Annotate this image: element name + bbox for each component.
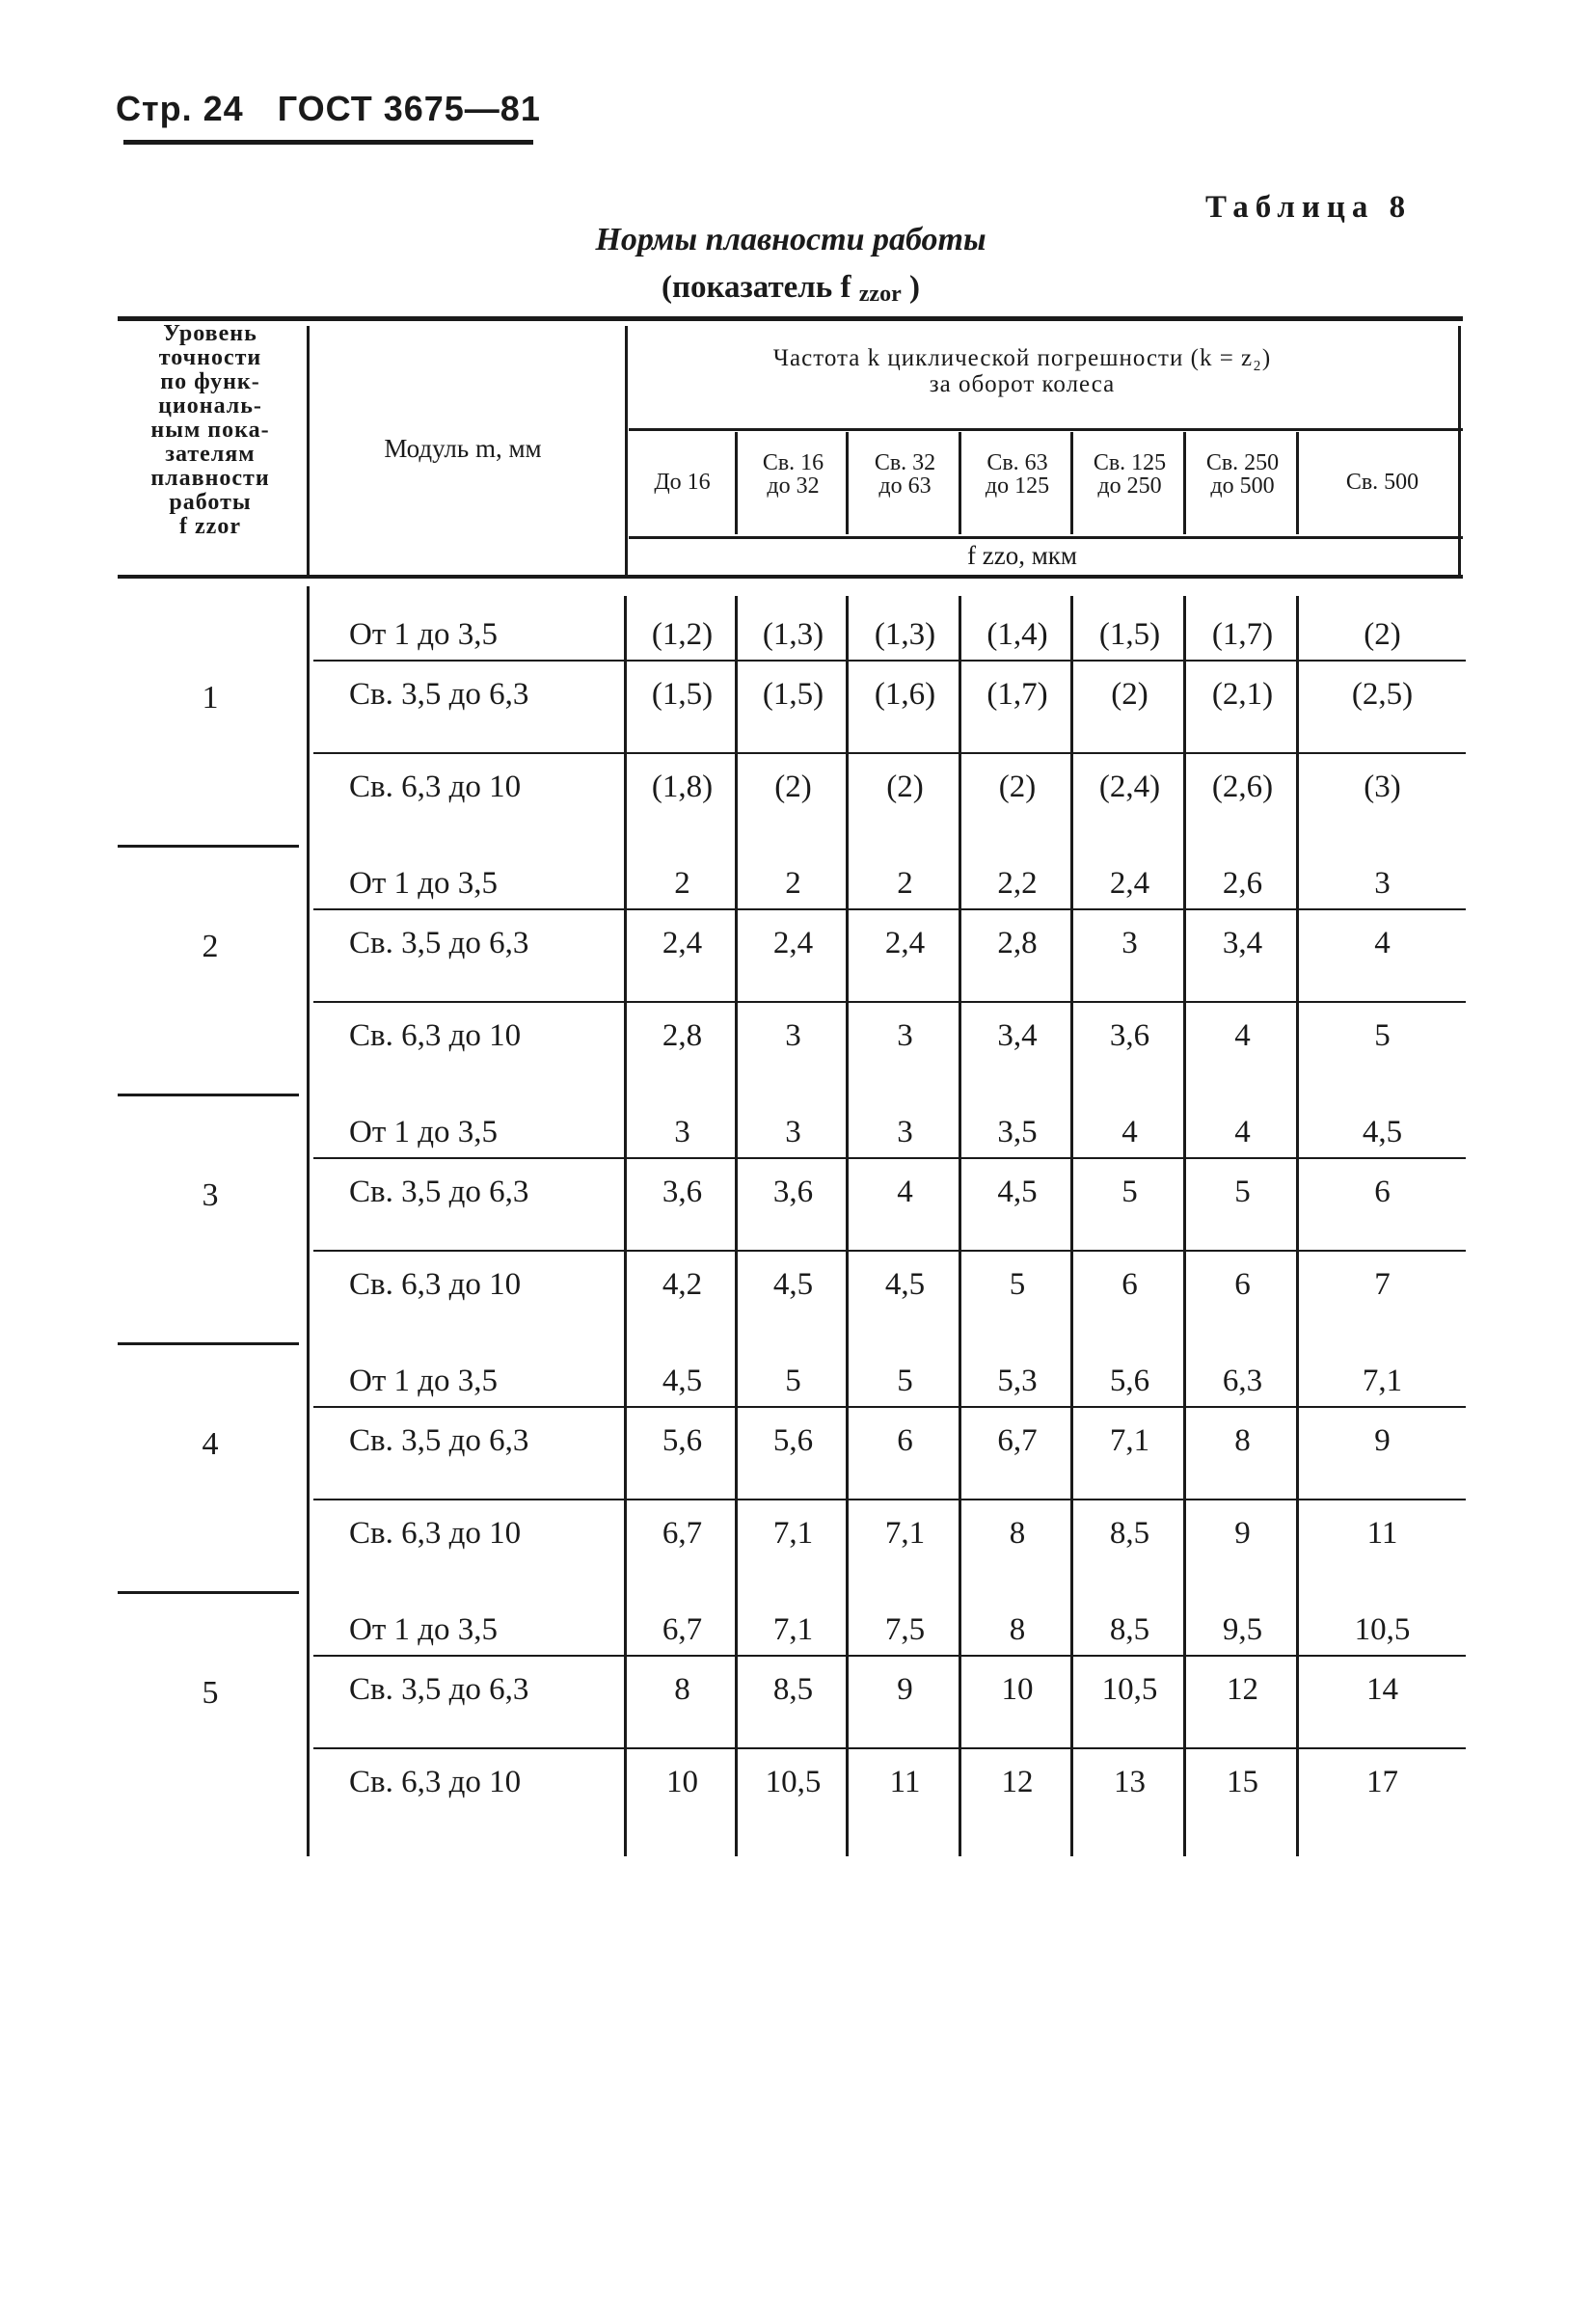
table-cell: 2 [785, 866, 801, 901]
table-cell: 8 [1009, 1516, 1026, 1551]
table-cell: 4,2 [662, 1267, 703, 1302]
accuracy-level: 4 [202, 1426, 219, 1462]
table-cell: 7,1 [1109, 1423, 1150, 1458]
table-cell: 10 [666, 1765, 698, 1799]
table-cell: (2) [886, 770, 924, 804]
table-cell: 14 [1366, 1672, 1398, 1707]
module-column-rule [307, 326, 310, 575]
row-rule [313, 1157, 1466, 1159]
table-cell: 2,8 [662, 1018, 703, 1053]
header-rule [123, 140, 533, 145]
table-cell: 2,4 [662, 926, 703, 960]
module-range: Св. 6,3 до 10 [349, 1765, 522, 1799]
subtitle-prefix: (показатель f [662, 270, 859, 305]
table-cell: (3) [1364, 770, 1401, 804]
table-cell: 3,5 [997, 1115, 1038, 1149]
module-range: Св. 3,5 до 6,3 [349, 1672, 529, 1707]
row-rule [313, 660, 1466, 662]
level-header-line: работы [169, 490, 252, 515]
module-range: Св. 6,3 до 10 [349, 1516, 522, 1551]
table-cell: 17 [1366, 1765, 1398, 1799]
table-cell: (1,7) [1211, 617, 1274, 652]
frequency-column-label [961, 451, 1073, 498]
table-cell: (2,5) [1351, 677, 1414, 712]
frequency-header-line: Частота k циклической погрешности (k = z₂) [772, 345, 1272, 371]
table-cell: 8,5 [1109, 1516, 1150, 1551]
table-subtitle [540, 270, 1041, 308]
row-rule [313, 1250, 1466, 1252]
table-cell: 3,4 [997, 1018, 1038, 1053]
table-cell: 6,7 [662, 1612, 703, 1647]
table-cell: (1,7) [986, 677, 1048, 712]
module-range: От 1 до 3,5 [349, 1364, 499, 1398]
row-rule [313, 1406, 1466, 1408]
table-cell: 9,5 [1222, 1612, 1263, 1647]
table-cell: 7,1 [1362, 1364, 1403, 1398]
frequency-column-label-line: Св. 16 [762, 450, 824, 475]
table-cell: (2) [1364, 617, 1401, 652]
table-cell: 8,5 [1109, 1612, 1150, 1647]
frequency-column-label-line: до 250 [1097, 473, 1162, 499]
unit-header: f zzo, мкм [967, 541, 1077, 570]
table-cell: 3 [674, 1115, 690, 1149]
table-cell: (1,5) [1098, 617, 1161, 652]
module-range: Св. 6,3 до 10 [349, 770, 522, 804]
table-cell: (1,6) [874, 677, 936, 712]
frequency-column-label-line: Св. 500 [1345, 470, 1419, 495]
table-cell: 2,8 [997, 926, 1038, 960]
table-cell: 8 [1234, 1423, 1251, 1458]
level-column-header [120, 322, 301, 539]
table-cell: 10,5 [1354, 1612, 1411, 1647]
table-cell: 7,5 [884, 1612, 926, 1647]
table-cell: 11 [889, 1765, 921, 1799]
table-cell: 2,4 [772, 926, 814, 960]
table-cell: 4 [1121, 1115, 1138, 1149]
body-module-rule [307, 586, 310, 1856]
table-cell: 9 [897, 1672, 913, 1707]
level-header-line: точности [158, 345, 262, 370]
accuracy-level: 3 [202, 1177, 219, 1213]
table-cell: 3 [1121, 926, 1138, 960]
table-cell: 9 [1234, 1516, 1251, 1551]
table-cell: (2,1) [1211, 677, 1274, 712]
table-cell: 15 [1227, 1765, 1258, 1799]
level-separator [118, 1094, 299, 1096]
table-cell: 2,4 [1109, 866, 1150, 901]
subtitle-subscript: zzor [858, 282, 902, 307]
table-cell: 4,5 [997, 1175, 1038, 1209]
level-header-line: Уровень [163, 321, 257, 346]
table-title: Нормы плавности работы [595, 222, 986, 257]
frequency-column-label [1299, 471, 1466, 494]
standard-code: ГОСТ 3675—81 [277, 89, 541, 128]
level-separator [118, 845, 299, 848]
table-cell: (2,6) [1211, 770, 1274, 804]
frequency-column-label-line: Св. 125 [1093, 450, 1167, 475]
level-separator [118, 1591, 299, 1594]
table-cell: 6,3 [1222, 1364, 1263, 1398]
table-cell: 5 [1234, 1175, 1251, 1209]
frequency-header-rule [629, 428, 1463, 431]
module-range: Св. 3,5 до 6,3 [349, 926, 529, 960]
module-range: От 1 до 3,5 [349, 1115, 499, 1149]
frequency-column-label-line: до 500 [1210, 473, 1275, 499]
table-cell: 3,6 [662, 1175, 703, 1209]
frequency-column-label [627, 471, 738, 494]
frequency-column-label-line: Св. 250 [1205, 450, 1280, 475]
header-bottom-rule [118, 575, 1463, 579]
table-cell: 4 [1374, 926, 1391, 960]
table-cell: (2,4) [1098, 770, 1161, 804]
table-label: Таблица 8 [1205, 190, 1413, 225]
table-cell: 5 [1374, 1018, 1391, 1053]
table-cell: 5 [785, 1364, 801, 1398]
accuracy-level: 5 [202, 1675, 219, 1711]
table-cell: 8 [1009, 1612, 1026, 1647]
table-cell: 5 [1121, 1175, 1138, 1209]
table-cell: 10,5 [765, 1765, 822, 1799]
table-cell: 4,5 [884, 1267, 926, 1302]
level-separator [118, 1342, 299, 1345]
module-range: Св. 3,5 до 6,3 [349, 677, 529, 712]
table-cell: 3,6 [772, 1175, 814, 1209]
module-range: От 1 до 3,5 [349, 617, 499, 652]
page-header [116, 89, 564, 129]
table-cell: 10,5 [1101, 1672, 1158, 1707]
level-header-line: f zzor [179, 514, 241, 539]
frequency-column-label-line: До 16 [654, 470, 711, 495]
module-range: От 1 до 3,5 [349, 866, 499, 901]
table-cell: 7 [1374, 1267, 1391, 1302]
table-cell: 5,6 [1109, 1364, 1150, 1398]
table-cell: 6,7 [997, 1423, 1038, 1458]
table-cell: (2) [1111, 677, 1148, 712]
table-cell: 2,6 [1222, 866, 1263, 901]
row-rule [313, 752, 1466, 754]
level-header-line: плавности [150, 466, 270, 491]
page-number: Стр. 24 [116, 89, 244, 128]
subtitle-suffix: ) [901, 270, 920, 305]
table-cell: (1,2) [651, 617, 714, 652]
frequency-column-rule [625, 326, 628, 575]
row-rule [313, 1001, 1466, 1003]
frequency-header-line: за оборот колеса [929, 371, 1116, 397]
table-cell: 3 [1374, 866, 1391, 901]
module-range: Св. 3,5 до 6,3 [349, 1423, 529, 1458]
table-cell: 3 [897, 1018, 913, 1053]
table-cell: 5 [1009, 1267, 1026, 1302]
table-cell: 2 [674, 866, 690, 901]
level-header-line: ным пока- [150, 418, 270, 443]
table-cell: (1,8) [651, 770, 714, 804]
table-cell: 12 [1227, 1672, 1258, 1707]
row-rule [313, 1499, 1466, 1500]
table-cell: 3 [897, 1115, 913, 1149]
table-cell: 12 [1001, 1765, 1034, 1799]
table-cell: 3,4 [1222, 926, 1263, 960]
table-cell: 3,6 [1109, 1018, 1150, 1053]
table-cell: 6 [1234, 1267, 1251, 1302]
accuracy-level: 1 [202, 680, 219, 716]
frequency-column-label-line: Св. 32 [874, 450, 936, 475]
module-range: Св. 3,5 до 6,3 [349, 1175, 529, 1209]
frequency-column-label-line: до 125 [985, 473, 1050, 499]
frequency-column-label [738, 451, 849, 498]
table-cell: 11 [1366, 1516, 1398, 1551]
table-cell: 4,5 [1362, 1115, 1403, 1149]
table-cell: 3 [785, 1115, 801, 1149]
table-cell: 7,1 [772, 1516, 814, 1551]
table-cell: 9 [1374, 1423, 1391, 1458]
table-cell: 4 [1234, 1018, 1251, 1053]
column-header-rule [629, 536, 1463, 539]
table-cell: 5,3 [997, 1364, 1038, 1398]
module-column-header: Модуль m, мм [384, 434, 542, 463]
table-cell: (2) [998, 770, 1037, 804]
table-cell: 5,6 [772, 1423, 814, 1458]
table-cell: 5 [897, 1364, 913, 1398]
table-cell: 6 [1121, 1267, 1138, 1302]
module-range: Св. 6,3 до 10 [349, 1267, 522, 1302]
table-cell: 5,6 [662, 1423, 703, 1458]
table-top-rule [118, 316, 1463, 321]
row-rule [313, 908, 1466, 910]
table-cell: (1,5) [762, 677, 824, 712]
accuracy-level: 2 [202, 929, 219, 964]
table-cell: 4,5 [772, 1267, 814, 1302]
row-rule [313, 1747, 1466, 1749]
level-header-line: по функ- [160, 369, 260, 394]
table-cell: (1,4) [986, 617, 1048, 652]
frequency-column-label-line: Св. 63 [986, 450, 1048, 475]
table-cell: 8 [674, 1672, 690, 1707]
table-cell: 2,4 [884, 926, 926, 960]
table-cell: 7,1 [884, 1516, 926, 1551]
table-cell: 3 [785, 1018, 801, 1053]
table-cell: 8,5 [772, 1672, 814, 1707]
table-cell: 2,2 [997, 866, 1038, 901]
table-cell: 10 [1001, 1672, 1034, 1707]
module-range: Св. 6,3 до 10 [349, 1018, 522, 1053]
table-cell: (1,5) [651, 677, 714, 712]
frequency-column-label [1186, 451, 1299, 498]
frequency-column-label-line: до 32 [767, 473, 820, 499]
table-cell: 4 [897, 1175, 913, 1209]
level-header-line: циональ- [158, 393, 262, 419]
row-rule [313, 1655, 1466, 1657]
table-cell: (1,3) [762, 617, 824, 652]
table-cell: 6 [1374, 1175, 1391, 1209]
table-cell: 4,5 [662, 1364, 703, 1398]
table-cell: 6,7 [662, 1516, 703, 1551]
table-cell: 4 [1234, 1115, 1251, 1149]
level-header-line: зателям [165, 442, 256, 467]
table-cell: (1,3) [874, 617, 936, 652]
frequency-column-label-line: до 63 [878, 473, 932, 499]
module-range: От 1 до 3,5 [349, 1612, 499, 1647]
table-cell: 13 [1114, 1765, 1146, 1799]
table-cell: (2) [774, 770, 812, 804]
frequency-column-label [849, 451, 961, 498]
frequency-header [636, 345, 1408, 397]
frequency-column-label [1073, 451, 1186, 498]
table-cell: 6 [897, 1423, 913, 1458]
table-cell: 7,1 [772, 1612, 814, 1647]
table-cell: 2 [897, 866, 913, 901]
